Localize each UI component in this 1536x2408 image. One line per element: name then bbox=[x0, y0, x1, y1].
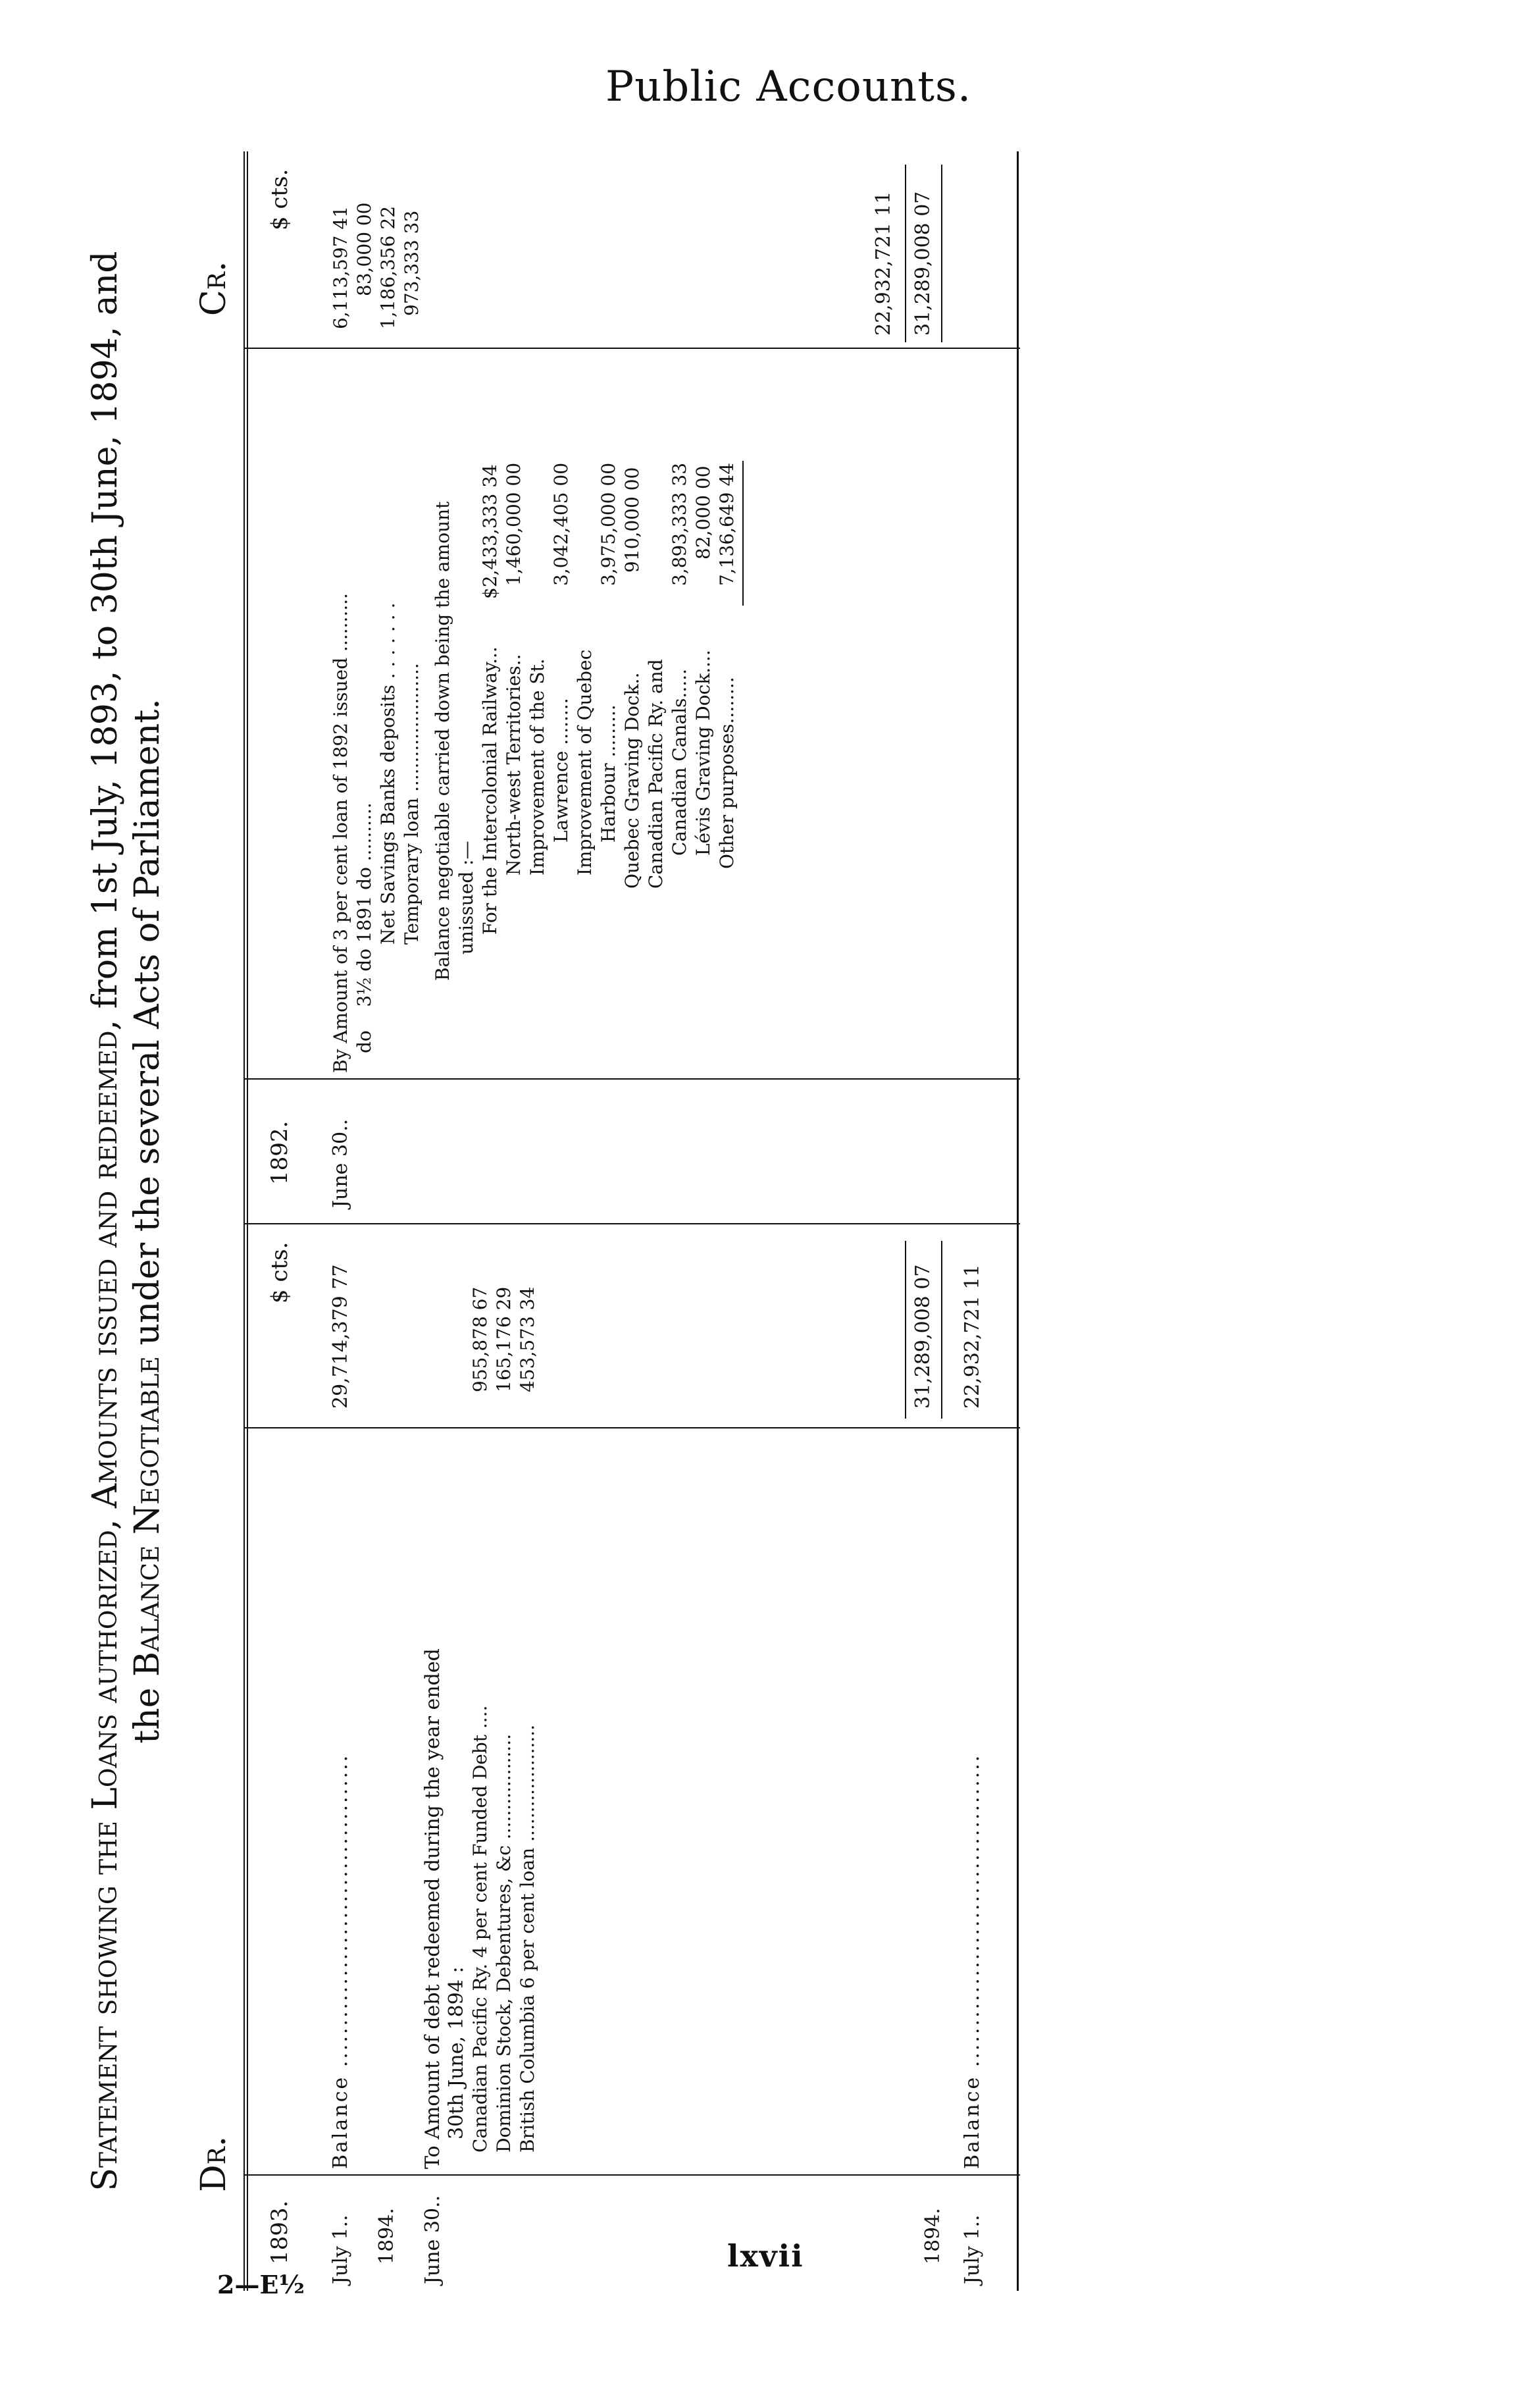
credit-total-rule bbox=[941, 165, 942, 342]
credit-year-head: 1892. bbox=[267, 1120, 293, 1185]
credit-sub-amount: 3,975,000 00 bbox=[598, 462, 619, 586]
title-part: Balance Negotiable bbox=[128, 1356, 167, 1677]
credit-sub-amount: 3,042,405 00 bbox=[550, 462, 572, 586]
by-text: 3½ do 1891 do bbox=[353, 867, 375, 1007]
col-divider bbox=[243, 348, 1020, 349]
title-part: Amounts issued and redeemed, bbox=[86, 1019, 125, 1509]
debit-balance-label: Balance ...................................... bbox=[329, 1753, 352, 2169]
col-divider bbox=[243, 1427, 1020, 1428]
credit-currency-head: $ cts. bbox=[267, 169, 293, 230]
debit-redeemed-line1: To Amount of debt redeemed during the year ended bbox=[421, 1648, 444, 2169]
title-part: Statement showing the bbox=[86, 1821, 125, 2191]
debit-item-label: Dominion Stock, Debentures, &c .................. bbox=[493, 1733, 515, 2153]
sub-text: Lawrence bbox=[550, 750, 572, 843]
credit-by-amount: 1,186,356 22 bbox=[377, 205, 399, 329]
debit-total-rule bbox=[905, 1241, 906, 1419]
by-text: Net Savings Banks deposits bbox=[377, 685, 399, 945]
credit-by-row: do 3½ do 1891 do .......... bbox=[353, 802, 375, 1053]
credit-sub-amount: 1,460,000 00 bbox=[503, 462, 525, 586]
sub-text: For the Intercolonial Railway bbox=[479, 664, 501, 935]
debit-date-june30: June 30.. bbox=[421, 2195, 444, 2284]
debit-total-rule bbox=[941, 1241, 942, 1419]
debit-item-label: Canadian Pacific Ry. 4 per cent Funded Debt .... bbox=[469, 1705, 491, 2153]
credit-sub-item: Canadian Canals..... bbox=[669, 668, 690, 856]
debit-item-amount: 165,176 29 bbox=[493, 1286, 515, 1392]
sub-text: Quebec Graving Dock bbox=[621, 684, 643, 889]
credit-by-amount: 973,333 33 bbox=[401, 210, 422, 316]
debit-total: 31,289,008 07 bbox=[911, 1264, 934, 1409]
credit-by-amount: 6,113,597 41 bbox=[330, 205, 351, 329]
title-part: from 1st July, 1893, to 30th June, 1894, and bbox=[86, 251, 125, 1009]
credit-sub-item: Other purposes........ bbox=[716, 677, 738, 869]
title-part: under the several Acts of Parliament. bbox=[128, 698, 167, 1346]
debit-balance2-amount: 22,932,721 11 bbox=[961, 1264, 984, 1409]
credit-balance-neg-line1: Balance negotiable carried down being the amount bbox=[432, 501, 453, 981]
credit-subtotal-rule bbox=[742, 461, 744, 606]
credit-sub-amount: 910,000 00 bbox=[621, 467, 643, 573]
sub-text: Other purposes bbox=[716, 723, 738, 869]
credit-sub-amount: 3,893,333 33 bbox=[669, 462, 690, 586]
debit-year-head: 1893. bbox=[267, 2200, 293, 2264]
debit-year-1894: 1894. bbox=[375, 2208, 398, 2264]
debit-item-amount: 453,573 34 bbox=[517, 1286, 538, 1392]
credit-total-rule bbox=[905, 165, 906, 342]
statement-title-line1 bbox=[86, 151, 125, 2291]
title-part: Loans authorized, bbox=[86, 1519, 125, 1810]
debit-date-july1: July 1.. bbox=[329, 2214, 352, 2284]
item-text: British Columbia 6 per cent loan bbox=[517, 1847, 538, 2153]
debit-balance-amount: 29,714,379 77 bbox=[329, 1264, 352, 1409]
credit-sub-item: Lévis Graving Dock.... bbox=[692, 650, 714, 856]
col-divider bbox=[243, 1223, 1020, 1224]
table-top-rule bbox=[243, 151, 248, 2291]
debit-date-july1b: July 1.. bbox=[961, 2214, 984, 2284]
credit-sub-item: Improvement of Quebec bbox=[574, 649, 596, 876]
credit-sub-amount: $2,433,333 34 bbox=[479, 464, 501, 599]
debit-item-label: British Columbia 6 per cent loan .................... bbox=[517, 1724, 538, 2153]
by-prefix: By bbox=[330, 1049, 351, 1073]
debit-year-1894b: 1894. bbox=[921, 2208, 944, 2264]
sub-text: North-west Territories bbox=[503, 666, 525, 876]
by-text: Temporary loan bbox=[401, 797, 422, 945]
credit-sub-amount: 7,136,649 44 bbox=[716, 462, 738, 586]
sub-text: Canadian Canals bbox=[669, 698, 690, 856]
rotated-statement bbox=[86, 151, 1020, 2291]
credit-sub-item: Lawrence ........ bbox=[550, 698, 572, 843]
page-number: lxvii bbox=[727, 2238, 804, 2274]
credit-balance-neg-line2: unissued :— bbox=[455, 841, 477, 955]
credit-sub-item: Harbour ......... bbox=[598, 704, 619, 843]
credit-label: Cr. bbox=[194, 261, 234, 316]
ledger-table bbox=[243, 151, 1020, 2291]
page-header-title: Public Accounts. bbox=[605, 63, 972, 111]
by-text: Amount of 3 per cent loan of 1892 issued bbox=[330, 657, 351, 1043]
debit-currency-head: $ cts. bbox=[267, 1242, 293, 1303]
credit-sub-amount: 82,000 00 bbox=[692, 465, 714, 560]
credit-grand-total: 31,289,008 07 bbox=[911, 191, 934, 336]
credit-by-row: By Amount of 3 per cent loan of 1892 issued .......... bbox=[330, 592, 351, 1073]
credit-sub-item: Canadian Pacific Ry. and bbox=[645, 659, 667, 889]
title-part: the bbox=[128, 1687, 167, 1744]
debit-redeemed-line2: 30th June, 1894 : bbox=[445, 1966, 468, 2139]
by-prefix: do bbox=[353, 1030, 375, 1053]
credit-balance-total: 22,932,721 11 bbox=[872, 191, 895, 336]
credit-sub-item: North-west Territories.. bbox=[503, 654, 525, 876]
sub-text: Harbour bbox=[598, 763, 619, 843]
item-text: Canadian Pacific Ry. 4 per cent Funded Debt bbox=[469, 1735, 491, 2153]
credit-sub-item: Quebec Graving Dock.. bbox=[621, 672, 643, 889]
col-divider bbox=[243, 2174, 1020, 2176]
page-code: 2—E½ bbox=[217, 2270, 305, 2299]
table-bottom-rule bbox=[1017, 151, 1019, 2291]
balance-text: Balance bbox=[961, 2075, 984, 2169]
credit-date-june30: June 30.. bbox=[329, 1118, 352, 1208]
credit-by-row: Temporary loan ...................... bbox=[401, 663, 422, 945]
credit-by-amount: 83,000 00 bbox=[353, 202, 375, 296]
item-text: Dominion Stock, Debentures, &c bbox=[493, 1845, 515, 2153]
balance-text: Balance bbox=[329, 2075, 352, 2169]
sub-text: Lévis Graving Dock bbox=[692, 673, 714, 856]
debit-balance2-label: Balance ...................................... bbox=[961, 1753, 984, 2169]
credit-by-row: Net Savings Banks deposits . . . . . . . bbox=[377, 602, 399, 945]
debit-label: Dr. bbox=[194, 2135, 234, 2192]
debit-item-amount: 955,878 67 bbox=[469, 1286, 491, 1392]
credit-sub-item: Improvement of the St. bbox=[526, 658, 548, 876]
col-divider bbox=[243, 1078, 1020, 1080]
credit-sub-item: For the Intercolonial Railway... bbox=[479, 646, 501, 935]
statement-title-line2 bbox=[128, 151, 167, 2291]
